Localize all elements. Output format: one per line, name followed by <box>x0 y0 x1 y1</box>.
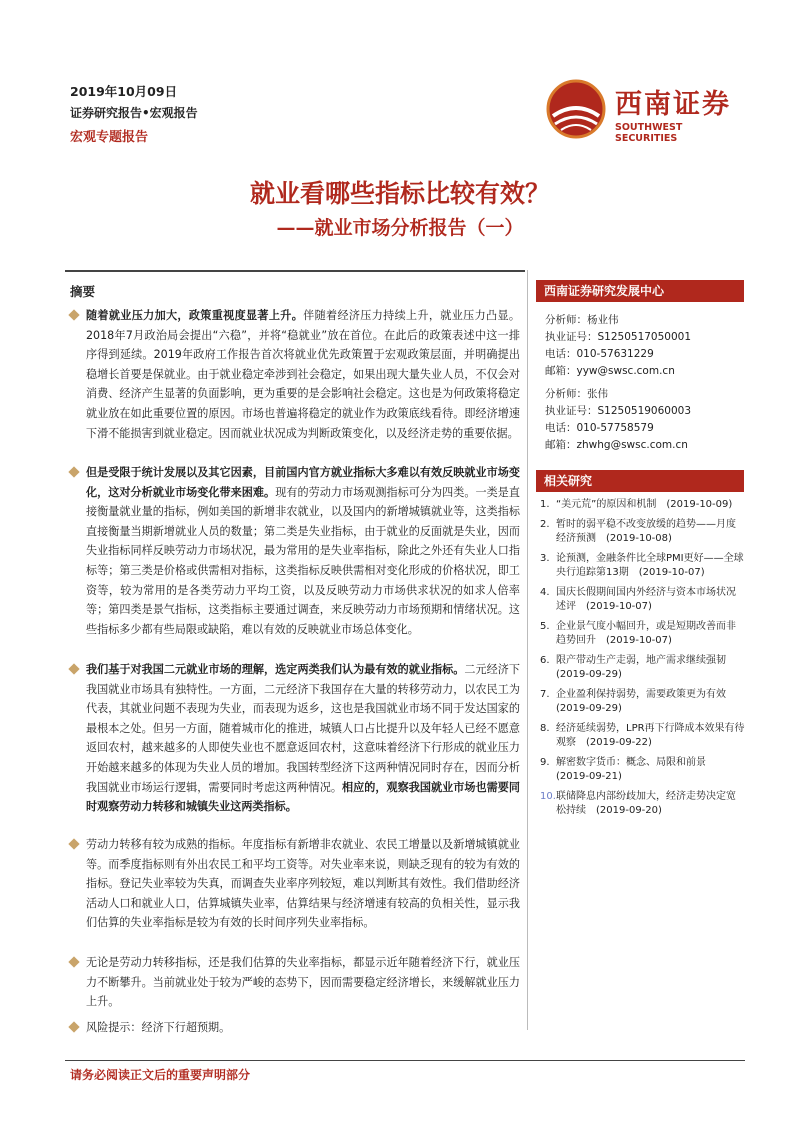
related-item[interactable] <box>540 722 745 751</box>
related-item[interactable] <box>540 518 745 547</box>
paragraph-body: 二元经济下我国就业市场具有独特性。一方面，二元经济下我国存在大量的转移劳动力，以农民工为代表，其就业问题不表现为失业，而表现为返乡，这也是我国就业市场不同于发达国家的最根本之处。但另一方面，随着城市化的推进，城镇人口占比提升以及年轻人已经不愿意返回农村，越来越多的人即使失业也不愿意返回农村，这意味着经济下行形成的就业压力开始越来越多的体现为失业人员的增加。我国转型经济下这两种情况同时存在，因而分析我国就业市场运行逻辑，需要同时考虑这两种情况。 <box>86 663 520 794</box>
related-item[interactable] <box>540 654 745 683</box>
related-item-number: 1. <box>540 499 550 510</box>
divider-vertical <box>527 270 528 1030</box>
related-item-number: 6. <box>540 654 550 666</box>
research-center-header: 西南证券研究发展中心 <box>536 280 744 302</box>
report-type: 证券研究报告•宏观报告 <box>70 106 198 120</box>
related-item-text: 国庆长假期间国内外经济与资本市场状况述评 (2019-10-07) <box>556 586 736 612</box>
abstract-paragraph-4 <box>70 835 520 933</box>
analyst-card-1 <box>545 312 691 380</box>
analyst-license: 执业证号：S1250519060003 <box>545 405 692 417</box>
abstract-paragraph-5 <box>70 953 520 1012</box>
related-item[interactable] <box>540 790 745 819</box>
analyst-name: 分析师：杨业伟 <box>545 314 619 326</box>
related-item-number: 4. <box>540 586 550 598</box>
abstract-paragraph-2 <box>70 463 520 639</box>
paragraph-lead: 我们基于对我国二元就业市场的理解，选定两类我们认为最有效的就业指标。 <box>86 663 465 676</box>
related-research-header: 相关研究 <box>536 470 744 492</box>
paragraph-body: 劳动力转移有较为成熟的指标。年度指标有新增非农就业、农民工增量以及新增城镇就业等。而季度指标则有外出农民工和平均工资等。对失业率来说，则缺乏现有的较为有效的指标。登记失业率较为失真，而调查失业率序列较短，难以判断其有效性。我们借助经济活动人口和就业人口，估算城镇失业率，估算结果与经济增速有较高的负相关性，显示我们估算的失业率指标是较为有效的长时间序列失业率指标。 <box>86 838 520 930</box>
footer-disclaimer: 请务必阅读正文后的重要声明部分 <box>70 1068 251 1082</box>
related-item-number: 7. <box>540 688 550 700</box>
related-item[interactable] <box>540 620 745 649</box>
related-item[interactable] <box>540 756 745 785</box>
related-item-text: “美元荒”的原因和机制 (2019-10-09) <box>556 499 733 510</box>
company-logo <box>545 78 745 144</box>
footer-divider <box>65 1060 745 1061</box>
risk-warning <box>70 1018 520 1038</box>
divider-top <box>65 270 525 272</box>
related-item-text: 企业景气度小幅回升，或是短期改善而非趋势回升 (2019-10-07) <box>556 620 736 646</box>
logo-emblem-icon <box>545 78 607 140</box>
paragraph-body: 风险提示：经济下行超预期。 <box>86 1021 231 1034</box>
analyst-card-2 <box>545 386 691 454</box>
related-item-number: 2. <box>540 518 550 530</box>
analyst-email[interactable]: 邮箱：zhwhg@swsc.com.cn <box>545 439 688 451</box>
related-item-number: 9. <box>540 756 550 768</box>
related-item-number: 8. <box>540 722 550 734</box>
related-research-list <box>540 498 745 824</box>
paragraph-body: 无论是劳动力转移指标，还是我们估算的失业率指标，都显示近年随着经济下行，就业压力不断攀升。当前就业处于较为严峻的态势下，因而需要稳定经济增长，来缓解就业压力上升。 <box>86 956 520 1009</box>
logo-text-cn: 西南证券 <box>615 89 731 120</box>
related-item-text: 限产带动生产走弱，地产需求继续强韧 (2019-09-29) <box>556 654 736 680</box>
paragraph-body: 伴随着经济压力持续上升，就业压力凸显。2018年7月政治局会提出“六稳”，并将“稳就业”放在首位。在此后的政策表述中这一排序得到延续。2019年政府工作报告首次将就业优先政策置于宏观政策层面，并明确提出稳增长首要是保就业。由于就业稳定牵涉到社会稳定，如果出现大量失业人员，不仅会对消费、经济产生显著的负面影响，更为重要的是会影响社会稳定。这也是为何政策将稳定就业放在如此重要位置的原因。市场也普遍将稳定的就业作为政策底线看待。即经济增速下滑不能损害到就业稳定。因而就业状况成为判断政策变化，以及经济走势的重要依据。 <box>86 309 520 440</box>
abstract-heading: 摘要 <box>70 284 96 299</box>
paragraph-conclusion: 相应的，观察我国就业市场也需要同时观察劳动力转移和城镇失业这两类指标。 <box>86 780 520 814</box>
related-item-text: 解密数字货币：概念、局限和前景 (2019-09-21) <box>556 756 716 782</box>
analyst-email[interactable]: 邮箱：yyw@swsc.com.cn <box>545 365 675 377</box>
analyst-phone: 电话：010-57758579 <box>545 422 654 434</box>
report-subtitle: ——就业市场分析报告（一） <box>276 217 524 239</box>
abstract-paragraph-1 <box>70 306 520 443</box>
analyst-license: 执业证号：S1250517050001 <box>545 331 692 343</box>
related-item-number: 10. <box>540 790 556 802</box>
report-topic: 宏观专题报告 <box>70 130 149 145</box>
logo-text-en: SOUTHWEST SECURITIES <box>615 122 683 144</box>
related-item-text: 联储降息内部纷歧加大，经济走势决定宽松持续 (2019-09-20) <box>556 790 736 816</box>
paragraph-lead: 随着就业压力加大，政策重视度显著上升。 <box>86 309 304 322</box>
related-item-text: 暂时的弱平稳不改变放缓的趋势——月度经济预测 (2019-10-08) <box>556 518 736 544</box>
related-item[interactable] <box>540 498 745 513</box>
report-title: 就业看哪些指标比较有效？ <box>249 179 550 208</box>
related-item[interactable] <box>540 552 745 581</box>
related-item-text: 企业盈利保持弱势，需要政策更为有效 (2019-09-29) <box>556 688 736 714</box>
related-item[interactable] <box>540 688 745 717</box>
paragraph-body: 现有的劳动力市场观测指标可分为四类。一类是直接衡量就业量的指标，例如美国的新增非农就业，以及国内的新增城镇就业等，这类指标直接衡量当期新增就业人员的数量；第二类是失业指标，由于就业的反面就是失业，因而失业指标同样反映劳动力市场状况，最为常用的是失业率指标，除此之外还有失业人口指标等；第三类是价格或供需相对指标，这类指标反映供需相对变化形成的价格状况，即工资等，较为常用的是各类劳动力平均工资，以及反映劳动力市场供求状况的如求人倍率等；第四类是景气指标，这类指标主要通过调查，来反映劳动力市场预期和情绪状况。这些指标多少都有些局限或缺陷，难以有效的反映就业市场总体变化。 <box>86 485 520 636</box>
report-date: 2019年10月09日 <box>70 84 178 99</box>
related-item-number: 5. <box>540 620 550 632</box>
related-item-number: 3. <box>540 552 550 564</box>
analyst-phone: 电话：010-57631229 <box>545 348 654 360</box>
analyst-name: 分析师：张伟 <box>545 388 608 400</box>
related-item-text: 论预测，金融条件比全球PMI更好——全球央行追踪第13期 (2019-10-07) <box>556 552 744 578</box>
abstract-paragraph-3 <box>70 660 520 817</box>
related-item-text: 经济延续弱势，LPR再下行降成本效果有待观察 (2019-09-22) <box>556 722 745 748</box>
related-item[interactable] <box>540 586 745 615</box>
paragraph-lead: 但是受限于统计发展以及其它因素，目前国内官方就业指标大多难以有效反映就业市场变化，这对分析就业市场变化带来困难。 <box>86 466 520 499</box>
